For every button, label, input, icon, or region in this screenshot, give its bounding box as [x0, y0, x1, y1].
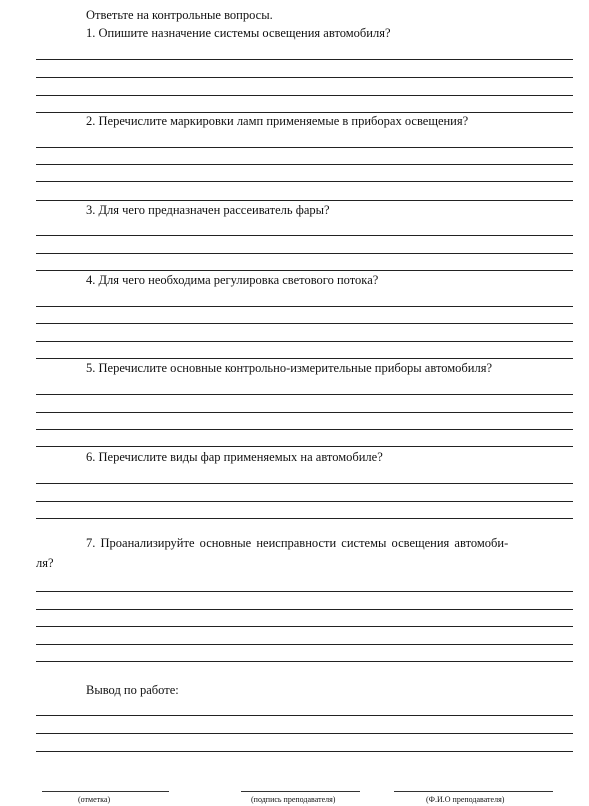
answer-line: [36, 661, 573, 662]
answer-line: [36, 715, 573, 716]
teacher-name-caption: (Ф.И.О преподавателя): [426, 795, 505, 804]
teacher-signature-caption: (подпись преподавателя): [251, 795, 336, 804]
answer-line: [36, 59, 573, 60]
answer-line: [36, 394, 573, 395]
answer-line: [36, 235, 573, 236]
answer-line: [36, 446, 573, 447]
teacher-signature-line: [241, 791, 360, 792]
answer-line: [36, 626, 573, 627]
grade-signature-line: [42, 791, 169, 792]
answer-line: [36, 306, 573, 307]
answer-line: [36, 270, 573, 271]
question-3: 3. Для чего предназначен рассеиватель фары?: [86, 203, 330, 217]
answer-line: [36, 112, 573, 113]
question-7-line-1: 7. Проанализируйте основные неисправности системы освещения автомоби-: [86, 536, 509, 550]
answer-line: [36, 483, 573, 484]
answer-line: [36, 591, 573, 592]
question-7-line-2: ля?: [36, 556, 54, 570]
answer-line: [36, 609, 573, 610]
answer-line: [36, 95, 573, 96]
conclusion-label: Вывод по работе:: [86, 683, 179, 697]
answer-line: [36, 412, 573, 413]
answer-line: [36, 77, 573, 78]
answer-line: [36, 164, 573, 165]
answer-line: [36, 518, 573, 519]
answer-line: [36, 751, 573, 752]
question-1: 1. Опишите назначение системы освещения автомобиля?: [86, 26, 391, 40]
answer-line: [36, 323, 573, 324]
answer-line: [36, 253, 573, 254]
answer-line: [36, 733, 573, 734]
answer-line: [36, 429, 573, 430]
question-5: 5. Перечислите основные контрольно-измерительные приборы автомобиля?: [86, 361, 492, 375]
grade-caption: (отметка): [78, 795, 111, 804]
question-6: 6. Перечислите виды фар применяемых на автомобиле?: [86, 450, 383, 464]
question-2: 2. Перечислите маркировки ламп применяемые в приборах освещения?: [86, 114, 469, 128]
answer-line: [36, 147, 573, 148]
teacher-name-line: [394, 791, 553, 792]
answer-line: [36, 644, 573, 645]
intro-text: Ответьте на контрольные вопросы.: [86, 8, 273, 22]
answer-line: [36, 341, 573, 342]
answer-line: [36, 181, 573, 182]
answer-line: [36, 358, 573, 359]
question-4: 4. Для чего необходима регулировка светового потока?: [86, 273, 379, 287]
answer-line: [36, 200, 573, 201]
answer-line: [36, 501, 573, 502]
